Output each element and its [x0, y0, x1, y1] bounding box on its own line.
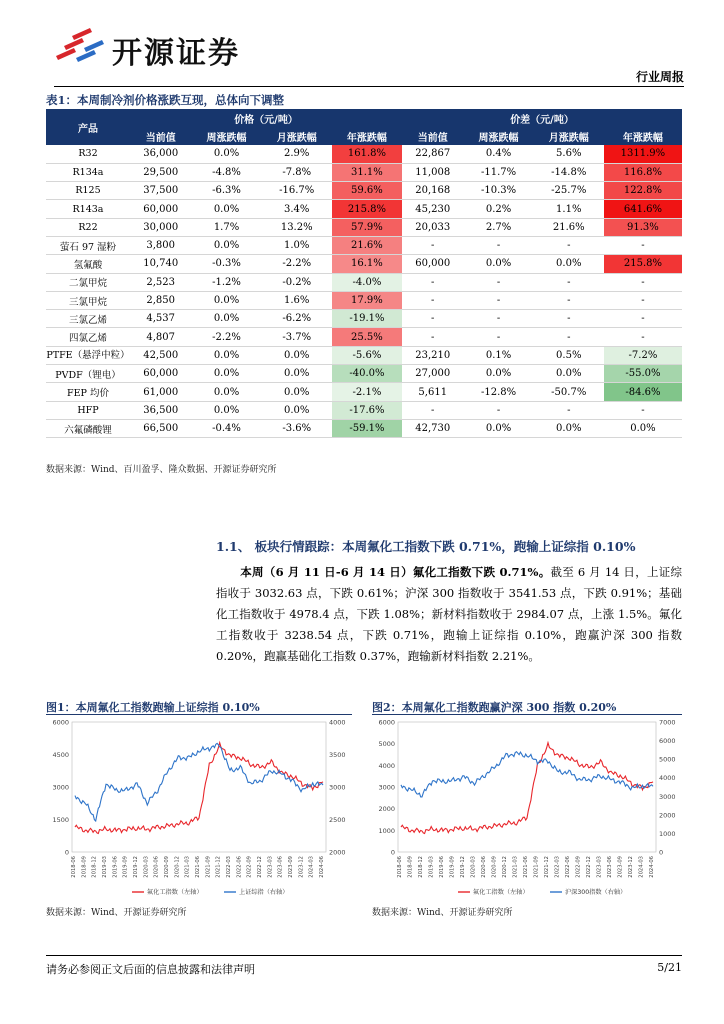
x-tick-label: 2022-09 [246, 856, 253, 878]
table-cell: -7.2% [604, 346, 682, 364]
table-cell: 45,230 [402, 200, 463, 218]
table-cell: 0.0% [604, 419, 682, 437]
x-tick-label: 2018-09 [407, 856, 414, 878]
series-line-1 [401, 752, 653, 797]
x-tick-label: 2022-06 [565, 856, 571, 878]
right-tick-label: 5000 [659, 755, 676, 764]
subheader-2: 月涨跌幅 [262, 127, 332, 145]
table-cell: 161.8% [332, 145, 402, 163]
table-cell: 0.0% [534, 419, 604, 437]
x-tick-label: 2023-06 [607, 856, 613, 878]
right-tick-label: 3500 [329, 751, 346, 759]
x-tick-label: 2021-12 [544, 856, 550, 878]
table-cell: - [402, 401, 463, 419]
x-tick-label: 2019-12 [133, 856, 139, 878]
table-cell: 2,850 [130, 291, 191, 309]
table-cell: -84.6% [604, 383, 682, 401]
x-tick-label: 2020-03 [143, 856, 150, 878]
table-cell: 42,500 [130, 346, 191, 364]
table-row [46, 310, 682, 328]
table-cell: 0.0% [463, 365, 533, 383]
report-type: 行业周报 [635, 70, 684, 84]
table-cell: 20,033 [402, 218, 463, 236]
x-tick-label: 2019-09 [122, 856, 129, 878]
x-tick-label: 2019-09 [449, 856, 456, 878]
table-cell: 0.0% [191, 291, 261, 309]
table-cell: 22,867 [402, 145, 463, 163]
table-cell: 1.6% [262, 291, 332, 309]
plot-frame [398, 722, 656, 852]
series-line-0 [75, 743, 323, 834]
table-cell: -7.8% [262, 163, 332, 181]
table-cell: - [463, 236, 533, 254]
table-cell: - [534, 236, 604, 254]
table-cell: 23,210 [402, 346, 463, 364]
table-cell: -2.1% [332, 383, 402, 401]
table-row [46, 273, 682, 291]
table-cell: -6.3% [191, 182, 261, 200]
left-tick-label: 6000 [52, 718, 69, 727]
x-tick-label: 2019-06 [112, 856, 119, 878]
right-tick-label: 1000 [659, 829, 676, 838]
table-cell: 31.1% [332, 163, 402, 181]
product-name: 六氟磷酸锂 [46, 419, 130, 437]
table-cell: - [463, 310, 533, 328]
table-cell: - [604, 401, 682, 419]
x-tick-label: 2021-06 [195, 856, 201, 878]
x-tick-label: 2022-03 [226, 856, 232, 878]
product-name: R32 [46, 145, 130, 163]
figure-1-source: 数据来源：Wind、开源证券研究所 [46, 908, 187, 918]
x-tick-label: 2019-03 [102, 856, 108, 878]
table-cell: - [463, 291, 533, 309]
table-cell: - [604, 328, 682, 346]
table-cell: 16.1% [332, 255, 402, 273]
figure-2-source: 数据来源：Wind、开源证券研究所 [372, 908, 513, 918]
table-cell: 25.5% [332, 328, 402, 346]
x-tick-label: 2022-03 [554, 856, 561, 878]
x-tick-label: 2023-03 [596, 856, 603, 878]
table-row [46, 218, 682, 236]
table-cell: 11,008 [402, 163, 463, 181]
table-cell: 0.0% [534, 365, 604, 383]
table-cell: 66,500 [130, 419, 191, 437]
group-spread-header: 价差（元/吨） [402, 109, 682, 127]
table-cell: 4,537 [130, 310, 191, 328]
table-cell: 10,740 [130, 255, 191, 273]
table-cell: -0.3% [191, 255, 261, 273]
table-row [46, 236, 682, 254]
footer-divider [46, 955, 682, 956]
subheader-3: 年涨跌幅 [332, 127, 402, 145]
x-tick-label: 2022-09 [575, 856, 582, 878]
product-name: 萤石 97 湿粉 [46, 236, 130, 254]
table-cell: - [534, 310, 604, 328]
product-name: 二氯甲烷 [46, 273, 130, 291]
x-tick-label: 2024-03 [638, 856, 645, 878]
product-name: PTFE（悬浮中粒） [46, 346, 130, 364]
x-tick-label: 2018-06 [71, 856, 77, 878]
table-row [46, 401, 682, 419]
table-cell: 2,523 [130, 273, 191, 291]
table-cell: -40.0% [332, 365, 402, 383]
figure-2-title: 图2：本周氟化工指数跑赢沪深 300 指数 0.20% [372, 701, 617, 714]
table-row [46, 200, 682, 218]
table-row [46, 163, 682, 181]
subheader-0: 当前值 [130, 127, 191, 145]
subheader-6: 月涨跌幅 [534, 127, 604, 145]
x-tick-label: 2023-09 [617, 856, 624, 878]
table-cell: 0.0% [191, 365, 261, 383]
table-cell: 20,168 [402, 182, 463, 200]
table-cell: 0.0% [191, 401, 261, 419]
x-tick-label: 2020-03 [470, 856, 477, 878]
table-cell: 1311.9% [604, 145, 682, 163]
product-name: 三氯甲烷 [46, 291, 130, 309]
table-cell: 36,500 [130, 401, 191, 419]
table-cell: 2.7% [463, 218, 533, 236]
table-cell: 3,800 [130, 236, 191, 254]
table-cell: 0.5% [534, 346, 604, 364]
right-tick-label: 3000 [329, 783, 346, 792]
x-tick-label: 2020-09 [491, 856, 498, 878]
table-cell: 122.8% [604, 182, 682, 200]
x-tick-label: 2024-03 [308, 856, 315, 878]
legend-label: 氟化工指数（左轴） [473, 889, 529, 896]
table-cell: -3.6% [262, 419, 332, 437]
table-cell: 60,000 [130, 365, 191, 383]
table-cell: 0.0% [463, 255, 533, 273]
table-cell: 27,000 [402, 365, 463, 383]
col-product: 产品 [46, 109, 130, 145]
section-title: 1.1、 板块行情跟踪：本周氟化工指数下跌 0.71%，跑输上证综指 0.10% [216, 539, 636, 554]
table-cell: -4.0% [332, 273, 402, 291]
table-row [46, 328, 682, 346]
group-price-header: 价格（元/吨） [130, 109, 402, 127]
table-row [46, 419, 682, 437]
left-tick-label: 5000 [378, 740, 395, 749]
footer-disclaimer: 请务必参阅正文后面的信息披露和法律声明 [46, 963, 255, 976]
x-tick-label: 2021-09 [205, 856, 212, 878]
product-name: R22 [46, 218, 130, 236]
figure-2-rule [372, 714, 682, 715]
right-tick-label: 0 [659, 848, 664, 857]
left-tick-label: 0 [390, 848, 395, 857]
left-tick-label: 6000 [378, 718, 395, 727]
table-cell: -3.7% [262, 328, 332, 346]
table-cell: - [463, 401, 533, 419]
table-cell: - [402, 273, 463, 291]
right-tick-label: 7000 [659, 718, 676, 727]
x-tick-label: 2019-03 [428, 856, 435, 878]
table-cell: 0.0% [463, 419, 533, 437]
page-number: 5/21 [657, 961, 682, 974]
table-cell: 0.0% [191, 200, 261, 218]
table-cell: 0.0% [262, 401, 332, 419]
left-tick-label: 3000 [52, 783, 69, 792]
x-tick-label: 2023-12 [628, 856, 634, 878]
table-cell: -11.7% [463, 163, 533, 181]
x-tick-label: 2023-12 [298, 856, 305, 878]
table-cell: 5,611 [402, 383, 463, 401]
table-cell: 0.0% [262, 383, 332, 401]
section-paragraph [216, 562, 682, 667]
right-tick-label: 4000 [659, 774, 676, 783]
x-tick-label: 2018-12 [91, 856, 98, 878]
table-cell: -1.2% [191, 273, 261, 291]
product-name: R143a [46, 200, 130, 218]
table-cell: 0.0% [191, 346, 261, 364]
x-tick-label: 2018-12 [418, 856, 424, 878]
product-name: FEP 均价 [46, 383, 130, 401]
brand-name: 开源证券 [112, 36, 240, 71]
left-tick-label: 2000 [378, 805, 395, 814]
table-row [46, 365, 682, 383]
header-divider [54, 86, 684, 87]
table-row [46, 145, 682, 163]
table-cell: -16.7% [262, 182, 332, 200]
table-cell: 1.1% [534, 200, 604, 218]
table-cell: - [604, 236, 682, 254]
left-tick-label: 0 [64, 848, 69, 857]
x-tick-label: 2020-06 [481, 856, 487, 878]
x-tick-label: 2023-03 [267, 856, 274, 878]
table-cell: -10.3% [463, 182, 533, 200]
table-row [46, 291, 682, 309]
page-header [54, 22, 684, 84]
left-tick-label: 4500 [52, 751, 69, 759]
refrigerant-price-table [46, 109, 682, 438]
table-cell: - [604, 273, 682, 291]
subheader-1: 周涨跌幅 [191, 127, 261, 145]
table-cell: 21.6% [332, 236, 402, 254]
figure-1-rule [46, 714, 352, 715]
legend-label: 上证综指（右轴） [239, 889, 289, 896]
table-row [46, 182, 682, 200]
price-table-container [46, 109, 682, 438]
x-tick-label: 2022-12 [257, 856, 263, 878]
product-name: R125 [46, 182, 130, 200]
product-name: PVDF（锂电） [46, 365, 130, 383]
table-cell: -14.8% [534, 163, 604, 181]
table-source: 数据来源：Wind、百川盈孚、隆众数据、开源证券研究所 [46, 465, 277, 475]
product-name: 氢氟酸 [46, 255, 130, 273]
table-cell: 0.1% [463, 346, 533, 364]
table-cell: 0.4% [463, 145, 533, 163]
table-cell: 4,807 [130, 328, 191, 346]
table-cell: 0.0% [262, 365, 332, 383]
table-cell: 60,000 [130, 200, 191, 218]
table-cell: 641.6% [604, 200, 682, 218]
table-cell: -6.2% [262, 310, 332, 328]
x-tick-label: 2021-12 [215, 856, 222, 878]
table-cell: -59.1% [332, 419, 402, 437]
x-tick-label: 2021-03 [512, 856, 519, 878]
left-tick-label: 3000 [378, 783, 395, 792]
table-cell: 13.2% [262, 218, 332, 236]
table-cell: -50.7% [534, 383, 604, 401]
table-cell: 60,000 [402, 255, 463, 273]
table-cell: 3.4% [262, 200, 332, 218]
table-cell: -19.1% [332, 310, 402, 328]
x-tick-label: 2021-03 [184, 856, 191, 878]
table-cell: 0.0% [191, 145, 261, 163]
table-cell: - [463, 273, 533, 291]
table-cell: -0.2% [262, 273, 332, 291]
table-cell: 0.0% [191, 236, 261, 254]
table-row [46, 346, 682, 364]
table-cell: 0.0% [262, 346, 332, 364]
table-cell: 116.8% [604, 163, 682, 181]
table-cell: -2.2% [262, 255, 332, 273]
right-tick-label: 3000 [659, 792, 676, 801]
table-cell: -17.6% [332, 401, 402, 419]
table-cell: -4.8% [191, 163, 261, 181]
table-cell: 0.0% [191, 383, 261, 401]
table-cell: 0.2% [463, 200, 533, 218]
table-cell: - [604, 310, 682, 328]
kaiyuan-logo-icon [54, 22, 108, 66]
x-tick-label: 2021-09 [533, 856, 540, 878]
x-tick-label: 2019-12 [460, 856, 466, 878]
table-cell: 59.6% [332, 182, 402, 200]
x-tick-label: 2020-12 [502, 856, 508, 878]
table-cell: - [463, 328, 533, 346]
table-cell: 1.0% [262, 236, 332, 254]
right-tick-label: 2000 [329, 848, 346, 857]
table-cell: 0.0% [191, 310, 261, 328]
table-cell: -5.6% [332, 346, 402, 364]
x-tick-label: 2018-09 [81, 856, 88, 878]
section-body: 截至 6 月 14 日，上证综指收于 3032.63 点，下跌 0.61%；沪深 300 指数收于 3541.53 点，下跌 0.91%；基础化工指数收于 4978.4 点，下跌 1.08%；新材料指数收于 2984.07 点，上涨 1.5%。氟化工指数收于 3238.54 点，下跌 0.71%，跑输上证综指 0.10%，跑赢沪深 300 指数 0.20%，跑赢基础化工指数 0.37%，跑输新材料指数 2.21%。 [216, 565, 682, 663]
figure-1-chart [46, 716, 352, 902]
table-cell: 37,500 [130, 182, 191, 200]
table-cell: -25.7% [534, 182, 604, 200]
table-cell: 42,730 [402, 419, 463, 437]
table-cell: 91.3% [604, 218, 682, 236]
table-title: 表1：本周制冷剂价格涨跌互现，总体向下调整 [46, 93, 284, 107]
table-cell: 29,500 [130, 163, 191, 181]
right-tick-label: 2500 [329, 816, 346, 824]
table-cell: -55.0% [604, 365, 682, 383]
table-cell: 17.9% [332, 291, 402, 309]
subheader-5: 周涨跌幅 [463, 127, 533, 145]
product-name: R134a [46, 163, 130, 181]
table-cell: 215.8% [604, 255, 682, 273]
x-tick-label: 2020-06 [153, 856, 160, 878]
left-tick-label: 1000 [378, 826, 395, 835]
table-cell: -0.4% [191, 419, 261, 437]
table-cell: - [534, 273, 604, 291]
table-cell: 21.6% [534, 218, 604, 236]
x-tick-label: 2022-12 [586, 856, 592, 878]
table-cell: 0.0% [534, 255, 604, 273]
x-tick-label: 2024-06 [319, 856, 325, 878]
x-tick-label: 2021-06 [523, 856, 529, 878]
figure-2-chart [372, 716, 682, 902]
table-cell: 5.6% [534, 145, 604, 163]
table-cell: - [534, 401, 604, 419]
table-cell: 1.7% [191, 218, 261, 236]
legend-label: 沪深300指数（右轴） [565, 889, 627, 896]
product-name: 三氯乙烯 [46, 310, 130, 328]
table-cell: 36,000 [130, 145, 191, 163]
table-row [46, 255, 682, 273]
x-tick-label: 2024-06 [649, 856, 655, 878]
x-tick-label: 2019-06 [439, 856, 445, 878]
x-tick-label: 2022-06 [236, 856, 243, 878]
table-cell: - [534, 328, 604, 346]
table-cell: 2.9% [262, 145, 332, 163]
left-tick-label: 4000 [378, 761, 395, 770]
table-cell: 57.9% [332, 218, 402, 236]
table-cell: -2.2% [191, 328, 261, 346]
table-cell: 215.8% [332, 200, 402, 218]
x-tick-label: 2020-09 [164, 856, 170, 878]
subheader-4: 当前值 [402, 127, 463, 145]
right-tick-label: 4000 [329, 718, 346, 727]
x-tick-label: 2018-06 [397, 856, 403, 878]
table-cell: - [534, 291, 604, 309]
left-tick-label: 1500 [52, 816, 69, 824]
table-row [46, 383, 682, 401]
series-line-1 [75, 743, 323, 821]
x-tick-label: 2023-09 [288, 856, 294, 878]
table-cell: - [402, 291, 463, 309]
right-tick-label: 2000 [659, 811, 676, 820]
table-cell: 30,000 [130, 218, 191, 236]
section-lead: 本周（6 月 11 日-6 月 14 日）氟化工指数下跌 0.71%。 [240, 565, 551, 579]
x-tick-label: 2020-12 [174, 856, 181, 878]
legend-label: 氟化工指数（左轴） [147, 889, 203, 896]
right-tick-label: 6000 [659, 737, 676, 746]
table-cell: - [402, 236, 463, 254]
subheader-7: 年涨跌幅 [604, 127, 682, 145]
table-cell: - [402, 310, 463, 328]
product-name: 四氯乙烯 [46, 328, 130, 346]
table-cell: 61,000 [130, 383, 191, 401]
table-cell: - [402, 328, 463, 346]
figure-1-title: 图1：本周氟化工指数跑输上证综指 0.10% [46, 701, 260, 714]
table-cell: -12.8% [463, 383, 533, 401]
product-name: HFP [46, 401, 130, 419]
x-tick-label: 2023-06 [277, 856, 284, 878]
table-cell: - [604, 291, 682, 309]
